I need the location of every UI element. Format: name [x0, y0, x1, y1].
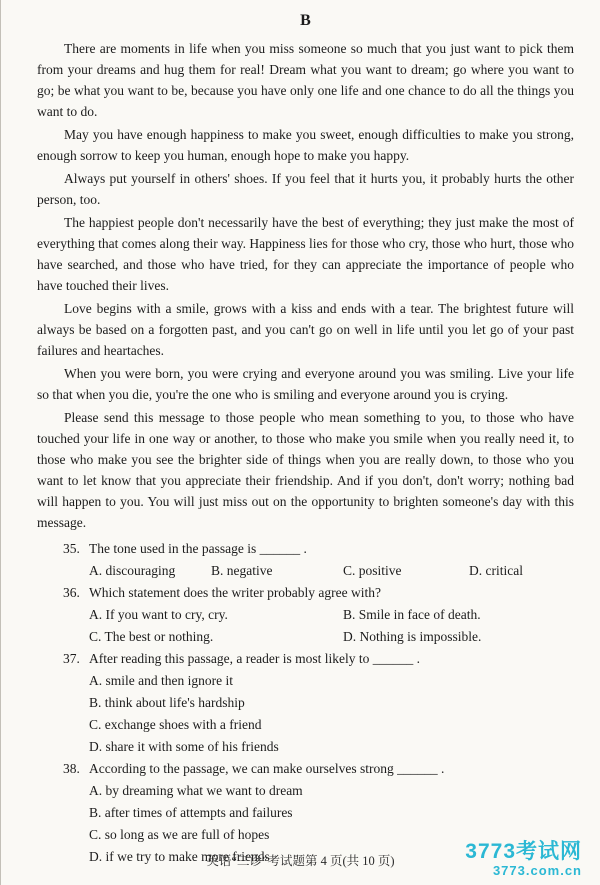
option-c: C. positive	[343, 563, 402, 578]
passage-paragraph: Always put yourself in others' shoes. If you feel that it hurts you, it probably hurts the other person, too.	[37, 171, 574, 207]
option-b: B. think about life's hardship	[89, 695, 245, 710]
watermark	[465, 840, 582, 879]
passage-paragraph: There are moments in life when you miss someone so much that you just want to pick them from your dreams and hug them for real! Dream what you want to dream; go where you want to go; be what you want to be, because you have only one life and one chance to do all the things you want to do.	[37, 41, 574, 119]
option-d: D. critical	[469, 563, 523, 578]
question-number: 37.	[63, 651, 80, 666]
watermark-site-url: 3773.com.cn	[492, 863, 582, 879]
question-stem: After reading this passage, a reader is most likely to ______ .	[89, 651, 421, 666]
option-b: B. negative	[211, 563, 273, 578]
passage-paragraph: Please send this message to those people who mean something to you, to those who have touched your life in one way or another, to those who make you smile when you really need it, to those who make you see the brighter side of things when you are really down, to those who you want to let know that you appreciate their friendship. And if you don't, don't worry; nothing bad will happen to you. You will just miss out on the opportunity to brighten someone's day with this message.	[37, 410, 574, 530]
passage-paragraph: May you have enough happiness to make you sweet, enough difficulties to make you strong, enough sorrow to keep you human, enough hope to make you happy.	[37, 127, 574, 163]
question-options	[89, 604, 574, 648]
question-stem: Which statement does the writer probably agree with?	[89, 585, 382, 600]
question-number: 35.	[63, 541, 80, 556]
option-c: C. The best or nothing.	[89, 629, 214, 644]
question-36	[63, 582, 574, 648]
option-a: A. If you want to cry, cry.	[89, 607, 228, 622]
option-a: A. by dreaming what we want to dream	[89, 783, 303, 798]
option-c: C. exchange shoes with a friend	[89, 717, 262, 732]
page-footer: 英语“三诊”考试题第 4 页(共 10 页)	[206, 854, 395, 868]
option-a: A. smile and then ignore it	[89, 673, 233, 688]
option-a: A. discouraging	[89, 563, 176, 578]
passage-paragraph: Love begins with a smile, grows with a kiss and ends with a tear. The brightest future will always be based on a forgotten past, and you can't go on well in life until you let go of your past failures and heartaches.	[37, 301, 574, 358]
question-number: 38.	[63, 761, 80, 776]
option-d: D. Nothing is impossible.	[343, 629, 482, 644]
passage-paragraph: When you were born, you were crying and everyone around you was smiling. Live your life so that when you die, you're the one who is smiling and everyone around you is crying.	[37, 366, 574, 402]
section-title: B	[300, 12, 311, 29]
option-d: D. if we try to make more friends	[89, 849, 270, 864]
question-number: 36.	[63, 585, 80, 600]
question-35	[63, 538, 574, 582]
question-options	[89, 670, 574, 758]
watermark-site-name: 3773考试网	[465, 839, 582, 863]
reading-passage	[37, 38, 574, 533]
option-c: C. so long as we are full of hopes	[89, 827, 270, 842]
passage-paragraph: The happiest people don't necessarily have the best of everything; they just make the most of everything that comes along their way. Happiness lies for those who cry, those who hurt, those who have searched, and those who have tried, for they can appreciate the importance of people who have touched their lives.	[37, 215, 575, 293]
option-d: D. share it with some of his friends	[89, 739, 279, 754]
question-options	[89, 560, 574, 582]
question-stem: According to the passage, we can make ourselves strong ______ .	[89, 761, 445, 776]
question-stem: The tone used in the passage is ______ .	[89, 541, 307, 556]
option-b: B. after times of attempts and failures	[89, 805, 293, 820]
question-37	[63, 648, 574, 758]
questions-section	[37, 538, 574, 868]
option-b: B. Smile in face of death.	[343, 607, 481, 622]
